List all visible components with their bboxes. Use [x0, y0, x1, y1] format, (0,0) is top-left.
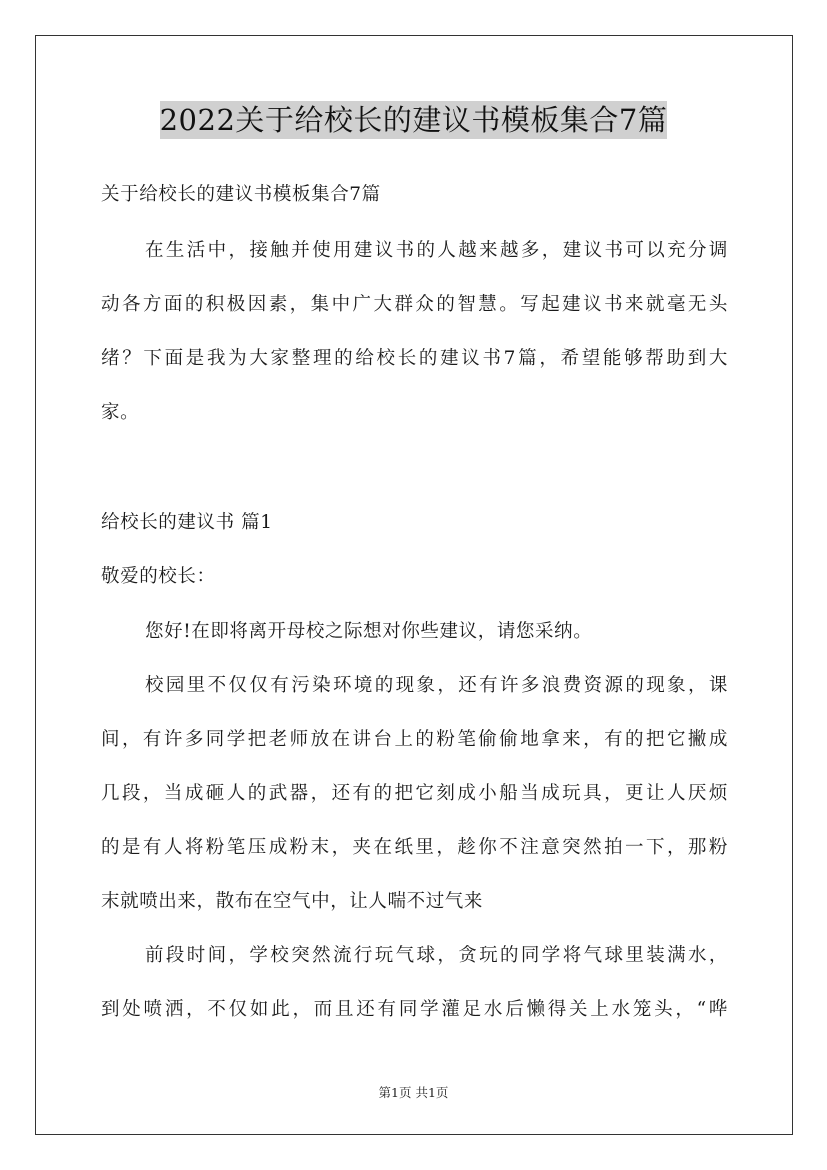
- body-line-1: 您好!在即将离开母校之际想对你些建议，请您采纳。: [145, 621, 593, 642]
- intro-line-3: 绪？下面是我为大家整理的给校长的建议书7篇，希望能够帮助到大: [101, 348, 728, 369]
- body-line-8: 到处喷洒，不仅如此，而且还有同学灌足水后懒得关上水笼头，“哗: [101, 999, 728, 1020]
- body-line-3: 间，有许多同学把老师放在讲台上的粉笔偷偷地拿来，有的把它撇成: [101, 729, 728, 750]
- page-footer: 第1页 共1页: [378, 1085, 449, 1100]
- salutation: 敬爱的校长：: [101, 566, 216, 587]
- intro-line-1: 在生活中，接触并使用建议书的人越来越多，建议书可以充分调: [145, 240, 728, 261]
- subtitle: 关于给校长的建议书模板集合7篇: [101, 184, 381, 205]
- body-line-6: 末就喷出来，散布在空气中，让人喘不过气来: [101, 891, 484, 912]
- document-title-text: 2022关于给校长的建议书模板集合7篇: [159, 103, 668, 137]
- intro-line-4: 家。: [101, 402, 140, 423]
- body-line-5: 的是有人将粉笔压成粉末，夹在纸里，趁你不注意突然拍一下，那粉: [101, 837, 728, 858]
- body-line-2: 校园里不仅仅有污染环境的现象，还有许多浪费资源的现象，课: [145, 675, 728, 696]
- body-line-4: 几段，当成砸人的武器，还有的把它刻成小船当成玩具，更让人厌烦: [101, 783, 728, 804]
- body-line-7: 前段时间，学校突然流行玩气球，贪玩的同学将气球里装满水，: [145, 945, 728, 966]
- section-heading: 给校长的建议书 篇1: [101, 512, 273, 533]
- document-title: [0, 98, 827, 139]
- intro-line-2: 动各方面的积极因素，集中广大群众的智慧。写起建议书来就毫无头: [101, 294, 728, 315]
